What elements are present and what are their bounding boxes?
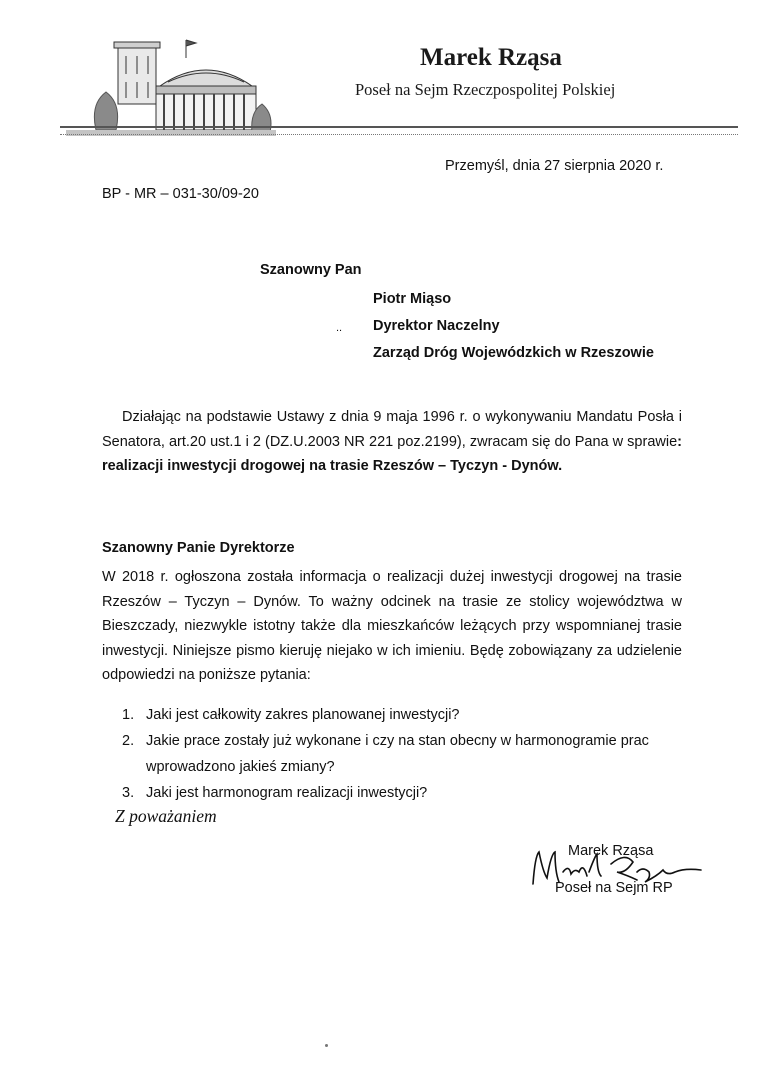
scan-speck — [325, 1044, 328, 1047]
signatory-name: Marek Rząsa — [568, 843, 654, 859]
reference-number: BP - MR – 031-30/09-20 — [102, 186, 259, 202]
signatory-title: Poseł na Sejm RP — [555, 880, 673, 896]
body-paragraph: W 2018 r. ogłoszona została informacja o realizacji dużej inwestycji drogowej na trasie Rzeszów – Tyczyn – Dynów. To ważny odcinek na trasie ze stolicy województwa w Bieszczady, niezwykle istotny także dla mieszkańców leżących przy wspomnianej trasie inwestycji. Niniejsze pismo kieruję niejako w ich imieniu. Będę zobowiązany za udzielenie odpowiedzi na poniższe pytania: — [102, 569, 682, 683]
place-date: Przemyśl, dnia 27 sierpnia 2020 r. — [445, 158, 664, 174]
intro-paragraph — [102, 405, 682, 479]
sejm-building-logo — [56, 34, 278, 158]
sender-title: Poseł na Sejm Rzeczpospolitej Polskiej — [355, 80, 616, 99]
salutation: Szanowny Pan — [260, 262, 362, 278]
addressee-name: Piotr Miąso — [373, 291, 452, 307]
sender-name: Marek Rząsa — [420, 44, 562, 71]
questions-list — [122, 702, 682, 806]
closing-stamp: Z poważaniem — [115, 806, 217, 826]
header-rule — [60, 126, 738, 135]
list-item-text: Jakie prace zostały już wykonane i czy na stan obecny w harmonogramie prac wprowadzono jakieś zmiany? — [146, 733, 649, 775]
list-item — [122, 780, 682, 806]
list-item-number: 3. — [122, 785, 135, 801]
greeting: Szanowny Panie Dyrektorze — [102, 540, 295, 556]
addressee-marker: .. — [336, 322, 343, 334]
addressee-organization: Zarząd Dróg Wojewódzkich w Rzeszowie — [373, 345, 654, 361]
list-item-number: 2. — [122, 733, 135, 749]
intro-text: Działając na podstawie Ustawy z dnia 9 maja 1996 r. o wykonywaniu Mandatu Posła i Senatora, art.20 ust.1 i 2 (DZ.U.2003 NR 221 poz.2199), zwracam się do Pana w sprawie — [102, 409, 682, 450]
list-item-text: Jaki jest harmonogram realizacji inwestycji? — [146, 785, 428, 801]
list-item — [122, 702, 682, 728]
list-item — [122, 728, 682, 780]
list-item-text: Jaki jest całkowity zakres planowanej inwestycji? — [146, 707, 460, 723]
addressee-position: Dyrektor Naczelny — [373, 318, 500, 334]
intro-subject: : realizacji inwestycji drogowej na trasie Rzeszów – Tyczyn - Dynów. — [102, 433, 682, 474]
list-item-number: 1. — [122, 707, 135, 723]
